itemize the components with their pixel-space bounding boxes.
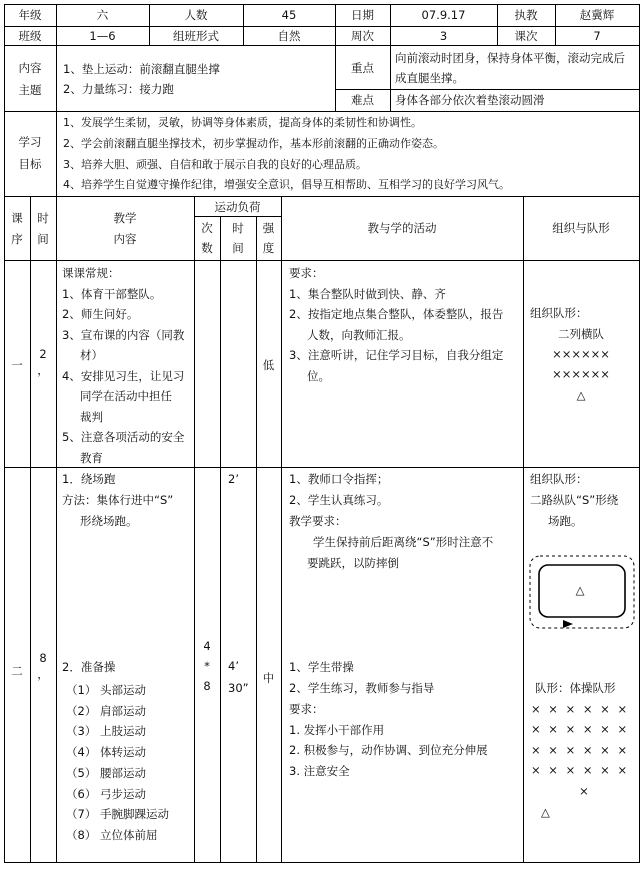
s1-content-line: 课课常规： xyxy=(62,266,120,280)
s1-content xyxy=(62,263,192,468)
s1-intensity: 低 xyxy=(262,358,275,372)
content-label-1: 内容 xyxy=(18,61,42,75)
s2-warm-items xyxy=(66,680,194,846)
content-label-2: 主题 xyxy=(18,83,42,97)
goal-item-1: 1、发展学生柔韧，灵敏，协调等身体素质，提高身体的柔韧性和协调性。 xyxy=(63,116,422,129)
s2-run-line: 形绕场跑。 xyxy=(80,514,138,528)
s2-dur-run: 2’ xyxy=(228,472,239,486)
key-line-2: 成直腿坐撑。 xyxy=(395,71,464,85)
s1-content-line: 教育 xyxy=(80,450,103,465)
warm-row: × × × × × × xyxy=(531,763,630,777)
content-item-1: 1、垫上运动：前滚翻直腿坐撑 xyxy=(63,62,220,76)
warm-item: （5） 腰部运动 xyxy=(66,765,146,780)
date-value: 07.9.17 xyxy=(421,8,466,22)
s2-run-formation: 二路纵队“S”形绕 xyxy=(530,493,619,507)
week-value: 3 xyxy=(439,29,448,43)
s1-formation-row-1: ×××××× xyxy=(552,347,610,361)
hdr-dur-2: 间 xyxy=(232,241,244,255)
s2-run-activity: 学生保持前后距离绕“S”形时注意不 xyxy=(313,535,494,549)
s2-warm-activity: 要求： xyxy=(289,702,324,716)
s2-times-2: * xyxy=(204,659,210,673)
warm-row: × × × × × × xyxy=(531,702,630,716)
hdr-times-1: 次 xyxy=(201,221,213,235)
s1-content-line: 裁判 xyxy=(80,409,103,424)
s2-warm-activity: 1、学生带操 xyxy=(289,660,354,674)
org-label: 组班形式 xyxy=(173,29,219,43)
warm-teacher-mark: △ xyxy=(541,805,550,819)
s2-times-1: 4 xyxy=(203,639,211,653)
hdr-int-1: 强 xyxy=(262,221,275,235)
s2-warm-activity: 3. 注意安全 xyxy=(289,764,350,778)
warm-extra: × xyxy=(579,784,589,798)
org-value: 自然 xyxy=(277,29,301,43)
class-value: 1—6 xyxy=(89,29,116,43)
s2-intensity: 中 xyxy=(262,671,275,685)
goals-label-2: 目标 xyxy=(18,157,42,171)
teacher-value: 赵冀辉 xyxy=(579,8,615,22)
s2-times-3: 8 xyxy=(203,679,211,693)
key-line-1: 向前滚动时团身，保持身体平衡，滚动完成后 xyxy=(395,51,625,65)
class-label: 班级 xyxy=(18,29,42,43)
goals-label-1: 学习 xyxy=(18,135,42,149)
hdr-content-2: 内容 xyxy=(113,232,137,246)
content-item-2: 2、力量练习：接力跑 xyxy=(63,82,174,96)
s2-order: 二 xyxy=(11,664,23,678)
s2-dur-warm-2: 30” xyxy=(228,681,249,695)
s1-order: 一 xyxy=(11,358,23,372)
date-label: 日期 xyxy=(351,8,374,22)
s2-warm-activity: 2. 积极参与，动作协调、到位充分伸展 xyxy=(289,743,488,757)
s1-formation-row-2: ×××××× xyxy=(552,367,610,381)
goal-item-2: 2、学会前滚翻直腿坐撑技术，初步掌握动作，基本形前滚翻的正确动作姿态。 xyxy=(63,137,444,150)
goal-item-3: 3、培养大胆、顽强、自信和敢于展示自我的良好的心理品质。 xyxy=(63,158,367,171)
s1-content-line: 5、注意各项活动的安全 xyxy=(62,430,185,444)
s1-activity-line: 2、按指定地点集合整队，体委整队，报告 xyxy=(289,307,504,321)
s2-dur-warm-1: 4’ xyxy=(228,659,239,673)
s1-activity-line: 3、注意听讲，记住学习目标，自我分组定 xyxy=(289,348,504,362)
warm-item: （3） 上肢运动 xyxy=(66,724,146,739)
s1-formation-label: 组织队形： xyxy=(530,306,588,320)
hdr-activity: 教与学的活动 xyxy=(367,221,437,235)
s1-content-line: 同学在活动中担任 xyxy=(80,389,172,403)
s2-run-title: 1．绕场跑 xyxy=(62,472,116,486)
s1-time-1: 2 xyxy=(39,347,47,361)
warm-item: （1） 头部运动 xyxy=(66,683,146,697)
warm-item: （4） 体转运动 xyxy=(66,745,146,760)
warm-item: （7） 手腕脚踝运动 xyxy=(66,807,169,822)
s1-activity-line: 人数，向教师汇报。 xyxy=(307,327,411,342)
s2-run-activity: 2、学生认真练习。 xyxy=(289,493,389,507)
s2-warm-formation-label: 队形：体操队形 xyxy=(535,681,616,695)
hdr-formation: 组织与队形 xyxy=(552,221,610,235)
s2-run-activity: 教学要求： xyxy=(289,514,347,528)
s1-formation-name: 二列横队 xyxy=(558,327,604,341)
grade-value: 六 xyxy=(96,8,109,22)
s1-activity-line: 位。 xyxy=(307,368,330,383)
lesson-label: 课次 xyxy=(514,29,538,43)
hdr-time-1: 时 xyxy=(37,211,49,225)
track-teacher-mark: △ xyxy=(575,583,585,597)
s2-run-line: 方法：集体行进中“S” xyxy=(62,493,174,507)
warm-item: （6） 弓步运动 xyxy=(66,786,146,801)
warm-row: × × × × × × xyxy=(531,722,630,736)
hdr-load: 运动负荷 xyxy=(214,200,261,214)
hdr-times-2: 数 xyxy=(201,241,213,255)
count-label: 人数 xyxy=(184,8,208,22)
diff-label: 难点 xyxy=(351,93,374,107)
s1-activity xyxy=(289,263,521,386)
s2-run-formation: 场跑。 xyxy=(548,514,583,528)
s1-content-line: 4、安排见习生，让见习 xyxy=(62,368,185,383)
goal-item-4: 4、培养学生自觉遵守操作纪律，增强安全意识，倡导互相帮助、互相学习的良好学习风气。 xyxy=(63,178,510,191)
s2-time-2: ， xyxy=(37,667,49,681)
s1-content-line: 3、宣布课的内容（同教 xyxy=(62,327,185,342)
s1-content-line: 2、师生问好。 xyxy=(62,307,139,321)
track-direction-arrow xyxy=(563,620,573,628)
s1-content-line: 1、体育干部整队。 xyxy=(62,286,162,301)
warm-item: （8） 立位体前屈 xyxy=(66,827,158,842)
teacher-label: 执教 xyxy=(514,8,538,22)
hdr-order-1: 课 xyxy=(11,211,23,225)
s2-run-activity: 1、教师口令指挥； xyxy=(289,472,389,486)
grade-label: 年级 xyxy=(18,8,42,22)
s2-run-formation: 组织队形： xyxy=(530,472,588,486)
s2-time-1: 8 xyxy=(39,651,47,665)
hdr-content-1: 教学 xyxy=(113,211,137,225)
s1-teacher-mark: △ xyxy=(576,388,586,402)
lesson-value: 7 xyxy=(593,29,601,43)
s1-activity-line: 要求： xyxy=(289,266,324,280)
diff-text: 身体各部分依次着垫滚动圆滑 xyxy=(395,93,545,107)
s2-warm-title: 2．准备操 xyxy=(62,660,116,674)
s1-content-line: 材） xyxy=(80,348,103,362)
key-label: 重点 xyxy=(351,61,374,75)
hdr-int-2: 度 xyxy=(262,241,275,255)
count-value: 45 xyxy=(281,8,297,22)
s1-time-2: ， xyxy=(37,363,49,377)
hdr-order-2: 序 xyxy=(11,232,23,246)
hdr-dur-1: 时 xyxy=(232,221,244,235)
week-label: 周次 xyxy=(351,29,374,43)
hdr-time-2: 间 xyxy=(37,232,49,246)
warm-row: × × × × × × xyxy=(531,743,630,757)
s1-activity-line: 1、集合整队时做到快、静、齐 xyxy=(289,286,446,301)
s2-run-activity: 要跳跃，以防摔倒 xyxy=(307,556,399,570)
s2-warm-activity: 1. 发挥小干部作用 xyxy=(289,723,385,737)
warm-item: （2） 肩部运动 xyxy=(66,703,146,718)
s2-warm-activity: 2、学生练习，教师参与指导 xyxy=(289,681,435,695)
